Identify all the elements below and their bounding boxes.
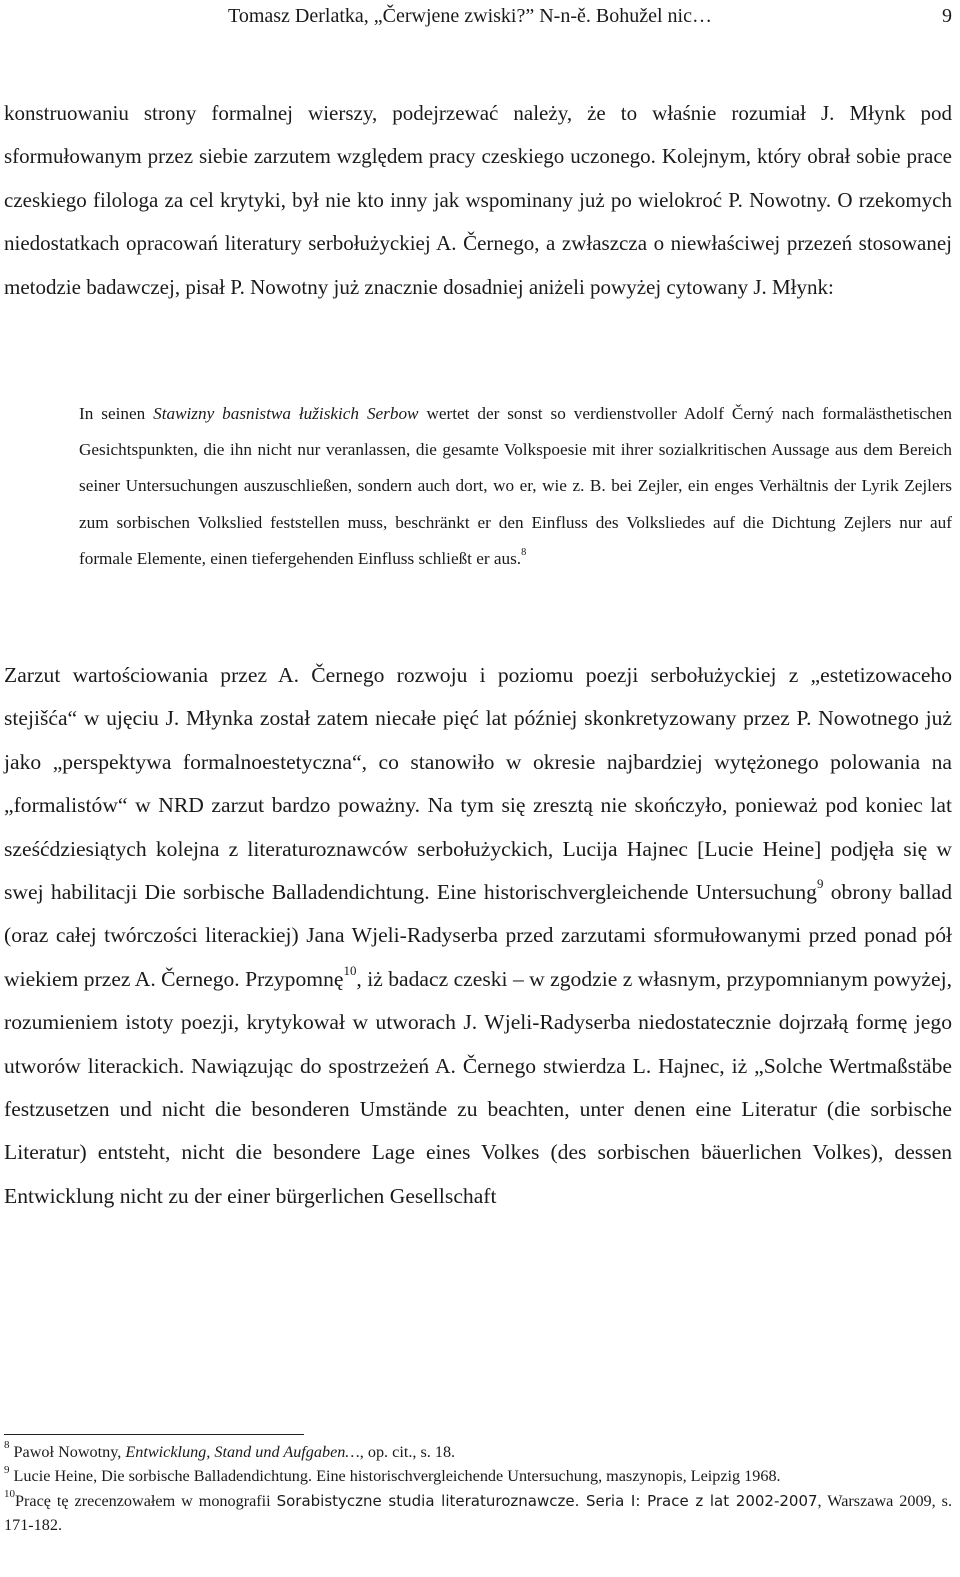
footnote-ref-10[interactable]: 10 <box>343 963 357 979</box>
footnote-10-citation: , Warszawa 2009, s. 171-182. <box>4 1491 952 1534</box>
quote-text-before: In seinen <box>79 404 154 423</box>
paragraph-intro: konstruowaniu strony formalnej wierszy, podejrzewać należy, że to właśnie rozumiał J. Młynk pod sformułowanym przez siebie zarzutem względem pracy czeskiego uczonego. Kolejnym, który obrał sobie prace czeskiego filologa za cel krytyki, był nie kto inny jak wspominany już po wielokroć P. Nowotny. O rzekomych niedostatkach opracowań literatury serbołużyckiej A. Černego, a zwłaszcza o niewłaściwej przezeń stosowanej metodzie badawczej, pisał P. Nowotny już znacznie dosadniej aniżeli powyżej cytowany J. Młynk: <box>4 101 952 299</box>
footnote-9 <box>4 1464 952 1488</box>
footnote-8-citation: , op. cit., s. 18. <box>359 1443 456 1461</box>
footnote-number-9: 9 <box>4 1463 10 1476</box>
paragraph-main <box>4 654 952 1218</box>
quote-text-after: wertet der sonst so verdienstvoller Adolf Černý nach formalästhetischen Gesichtspunkten, die ihn nicht nur veranlassen, die gesamte Volkspoesie mit ihrer sozialkritischen Aussage aus dem Bereich seiner Untersuchungen auszuschließen, sondern auch dort, wo er, wie z. B. bei Zejler, ein enges Verhältnis der Lyrik Zejlers zum sorbischen Volkslied feststellen muss, beschränkt er den Einfluss des Volksliedes auf die Dichtung Zejlers nur auf formale Elemente, einen tiefergehenden Einfluss schließt er aus. <box>79 404 953 568</box>
footnote-8 <box>4 1440 952 1464</box>
footnote-separator <box>4 1434 304 1435</box>
block-quote <box>79 396 952 577</box>
running-header <box>0 4 952 28</box>
footnote-10-text: Pracę tę zrecenzowałem w monografii <box>15 1491 277 1510</box>
paragraph-main-part1: Zarzut wartościowania przez A. Černego rozwoju i poziomu poezji serbołużyckiej z „estetizowaceho stejišća“ w ujęciu J. Młynka został zatem niecałe pięć lat później skonkretyzowany przez P. Nowotnego już jako „perspektywa formalnoestetyczna“, co stanowiło w okresie najbardziej wytężonego polowania na „formalistów“ w NRD zarzut bardzo poważny. Na tym się zresztą nie skończyło, ponieważ pod koniec lat sześćdziesiątych kolejna z literaturoznawców serbołużyckich, Lucija Hajnec [Lucie Heine] podjęła się w swej habilitacji Die sorbische Balladendichtung. Eine historischvergleichende Untersuchung <box>4 663 952 905</box>
footnote-10 <box>4 1489 952 1538</box>
footnote-ref-9[interactable]: 9 <box>816 876 824 892</box>
paragraph-main-part2: obrony ballad (oraz całej twórczości literackiej) Jana Wjeli-Radyserba przed zarzutami sformułowanymi przed ponad pół wiekiem przez A. Černego. Przypomnę <box>4 880 952 991</box>
paragraph-main-part3: , iż badacz czeski – w zgodzie z własnym, przypomnianym powyżej, rozumieniem istoty poezji, krytykował w utworach J. Wjeli-Radyserba niedostatecznie dojrzałą formę jego utworów literackich. Nawiązując do spostrzeżeń A. Černego stwierdza L. Hajnec, iż „Solche Wertmaßstäbe festzusetzen und nicht die besonderen Umstände zu beachten, unter denen eine Literatur (die sorbische Literatur) entsteht, nicht die besondere Lage eines Volkes (des sorbischen bäuerlichen Volkes), dessen Entwicklung nicht zu der einer bürgerlichen Gesellschaft <box>4 966 952 1208</box>
footnote-9-text: Lucie Heine, Die sorbische Balladendichtung. Eine historischvergleichende Untersuchung, maszynopis, Leipzig 1968. <box>13 1467 781 1486</box>
footnote-ref-8[interactable]: 8 <box>521 547 527 559</box>
page-number: 9 <box>942 5 952 27</box>
footnote-8-title: Entwicklung, Stand und Aufgaben… <box>125 1443 360 1461</box>
footnote-number-8: 8 <box>4 1439 10 1452</box>
running-title: Tomasz Derlatka, „Čerwjene zwiski?” N-n-ě. Bohužel nic… <box>228 5 712 27</box>
footnote-10-title: Sorabistyczne studia literaturoznawcze. Seria I: Prace z lat 2002-2007 <box>276 1491 818 1510</box>
footnote-8-text: Pawoł Nowotny, <box>13 1443 126 1461</box>
quote-book-title: Stawizny basnistwa łužiskich Serbow <box>153 404 419 423</box>
footnote-number-10: 10 <box>4 1488 15 1501</box>
footnotes <box>4 1440 952 1537</box>
